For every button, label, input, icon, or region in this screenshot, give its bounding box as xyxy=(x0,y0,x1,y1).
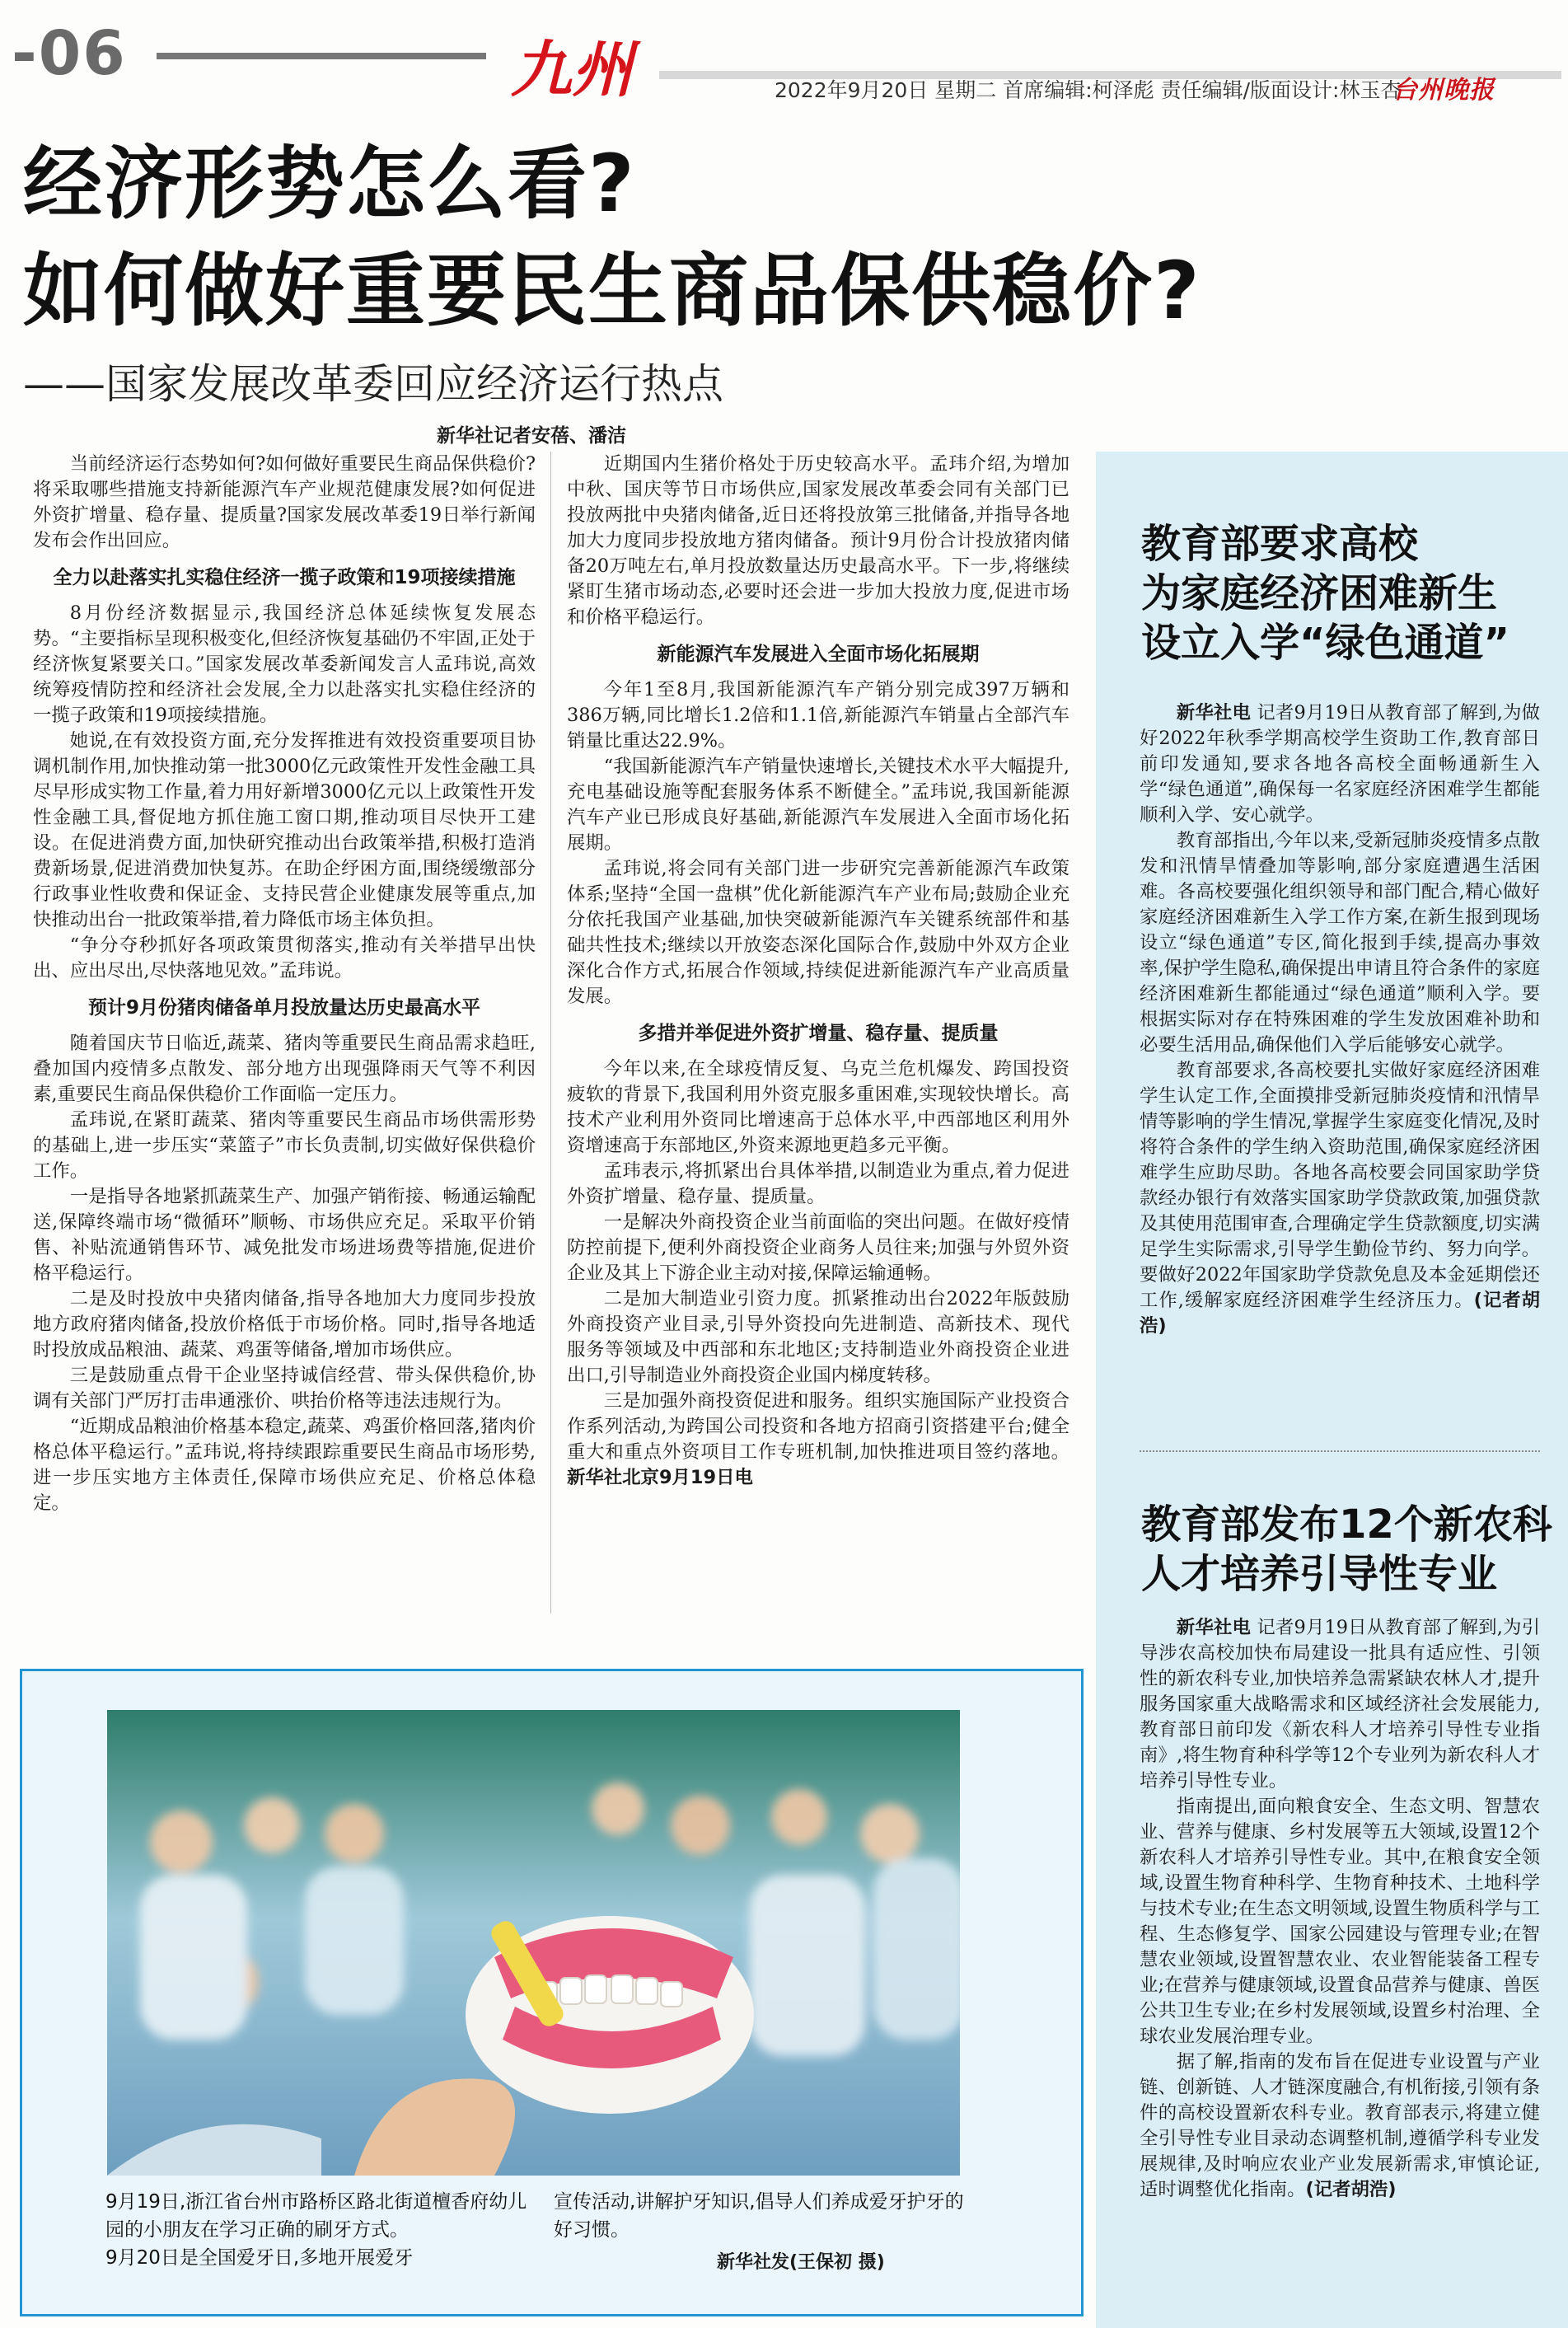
paragraph: 孟玮说,将会同有关部门进一步研究完善新能源汽车政策体系;坚持“全国一盘棋”优化新能源汽车产业布局;鼓励企业充分依托我国产业基础,加快突破新能源汽车关键系统部件和基础共性技术;继续以开放姿态深化国际合作,鼓励中外双方企业深化合作方式,拓展合作领域,持续促进新能源汽车产业高质量发展。 xyxy=(567,858,1070,1007)
subheading: 预计9月份猪肉储备单月投放量达历史最高水平 xyxy=(87,997,480,1019)
headline-line: 人才培养引导性专业 xyxy=(1141,1551,1498,1597)
sidebar-story-1 xyxy=(1140,700,1540,1339)
paragraph-text: 记者9月19日从教育部了解到,为做好2022年秋季学期高校学生资助工作,教育部日前印发通知,要求各地各高校全面畅通新生入学“绿色通道”,确保每一名家庭经济困难学生都能顺利入学、安心就学。 xyxy=(1140,702,1540,826)
paragraph xyxy=(1140,1058,1540,1339)
photo-caption-right: 宣传活动,讲解护牙知识,倡导人们养成爱牙护牙的好习惯。 xyxy=(554,2191,964,2241)
sidebar-headline-2 xyxy=(1141,1500,1552,1599)
reporter-credit: (记者胡浩) xyxy=(1140,1290,1541,1337)
sidebar-headline-1 xyxy=(1141,519,1509,667)
paragraph: 孟玮说,在紧盯蔬菜、猪肉等重要民生商品市场供需形势的基础上,进一步压实“菜篮子”市长负责制,切实做好保供稳价工作。 xyxy=(33,1109,536,1182)
photo-credit: 新华社发(王保初 摄) xyxy=(717,2252,885,2273)
paragraph: “我国新能源汽车产销量快速增长,关键技术水平大幅提升,充电基础设施等配套服务体系不断健全。”孟玮说,我国新能源汽车产业已形成良好基础,新能源汽车发展进入全面市场化拓展期。 xyxy=(567,756,1070,854)
article-column-1 xyxy=(33,452,536,1516)
paragraph-text: 记者9月19日从教育部了解到,为引导涉农高校加快布局建设一批具有适应性、引领性的新农科专业,加快培养急需紧缺农林人才,提升服务国家重大战略需求和区域经济社会发展能力,教育部日前印发《新农科人才培养引导性专业指南》,将生物育种科学等12个专业列为新农科人才培养引导性专业。 xyxy=(1140,1617,1540,1792)
headline-line: 教育部要求高校 xyxy=(1141,521,1419,567)
subheading: 多措并举促进外资扩增量、稳存量、提质量 xyxy=(638,1023,999,1044)
paragraph: 她说,在有效投资方面,充分发挥推进有效投资重要项目协调机制作用,加快推动第一批3000亿元政策性开发性金融工具尽早形成实物工作量,着力用好新增3000亿元以上政策性开发性金融工具,督促地方抓住施工窗口期,推动项目尽快开工建设。在促进消费方面,加快研究推动出台政策举措,积极打造消费新场景,促进消费加快复苏。在助企纾困方面,围绕缓缴部分行政事业性收费和保证金、支持民营企业健康发展等重点,加快推动出台一批政策举措,着力降低市场主体负担。 xyxy=(33,730,536,930)
headline-line1: 经济形势怎么看? xyxy=(23,138,636,230)
news-photo xyxy=(107,1710,960,2176)
paragraph: “争分夺秒抓好各项政策贯彻落实,推动有关举措早出快出、应出尽出,尽快落地见效。”孟玮说。 xyxy=(33,934,536,981)
sidebar-story-2 xyxy=(1140,1615,1540,2203)
paragraph: 孟玮表示,将抓紧出台具体举措,以制造业为重点,着力促进外资扩增量、稳存量、提质量。 xyxy=(567,1160,1070,1207)
paragraph xyxy=(1140,1615,1540,1794)
paragraph xyxy=(1140,2049,1540,2203)
headline-line: 为家庭经济困难新生 xyxy=(1141,570,1498,616)
dateline-signoff: 新华社北京9月19日电 xyxy=(567,1467,753,1488)
paragraph-text: 据了解,指南的发布旨在促进专业设置与产业链、创新链、人才链深度融合,有机衔接,引领有条件的高校设置新农科专业。教育部表示,将建立健全引导性专业目录动态调整机制,遵循学科专业发展规律,及时响应农业产业发展新需求,审慎论证,适时调整优化指南。 xyxy=(1140,2051,1540,2200)
sidebar-divider xyxy=(1140,1450,1540,1452)
headline-line: 教育部发布12个新农科 xyxy=(1141,1501,1552,1548)
paragraph: 一是解决外商投资企业当前面临的突出问题。在做好疫情防控前提下,便利外商投资企业商务人员往来;加强与外贸外资企业及其上下游企业主动对接,保障运输通畅。 xyxy=(567,1211,1070,1284)
lead-tag: 新华社电 xyxy=(1176,1617,1252,1638)
paper-logo: 台州晚报 xyxy=(1392,76,1495,105)
paragraph: 二是加大制造业引资力度。抓紧推动出台2022年版鼓励外商投资产业目录,引导外资投向先进制造、高新技术、现代服务等领域及中西部和东北地区;支持制造业外商投资企业进出口,引导制造业外商投资企业国内梯度转移。 xyxy=(567,1288,1070,1386)
paragraph: “近期成品粮油价格基本稳定,蔬菜、鸡蛋价格回落,猪肉价格总体平稳运行。”孟玮说,将持续跟踪重要民生商品市场形势,进一步压实地方主体责任,保障市场供应充足、价格总体稳定。 xyxy=(33,1416,536,1514)
subheading: 新能源汽车发展进入全面市场化拓展期 xyxy=(657,644,980,665)
paragraph: 随着国庆节日临近,蔬菜、猪肉等重要民生商品需求趋旺,叠加国内疫情多点散发、部分地方出现强降雨天气等不利因素,重要民生商品保供稳价工作面临一定压力。 xyxy=(33,1033,536,1105)
masthead-rule xyxy=(157,53,486,59)
paragraph-text: 教育部要求,各高校要扎实做好家庭经济困难学生认定工作,全面摸排受新冠肺炎疫情和汛情旱情等影响的学生情况,掌握学生家庭变化情况,及时将符合条件的学生纳入资助范围,确保家庭经济困难学生应助尽助。各地各高校要会同国家助学贷款经办银行有效落实国家助学贷款政策,加强贷款及其使用范围审查,合理确定学生贷款额度,切实满足学生实际需求,引导学生勤俭节约、努力向学。要做好2022年国家助学贷款免息及本金延期偿还工作,缓解家庭经济困难学生经济压力。 xyxy=(1140,1060,1540,1311)
paragraph: 指南提出,面向粮食安全、生态文明、智慧农业、营养与健康、乡村发展等五大领域,设置12个新农科人才培养引导性专业。其中,在粮食安全领域,设置生物育种科学、生物育种技术、土地科学与技术专业;在生态文明领域,设置生物质科学与工程、生态修复学、国家公园建设与管理专业;在智慧农业领域,设置智慧农业、农业智能装备工程专业;在营养与健康领域,设置食品营养与健康、兽医公共卫生专业;在乡村发展领域,设置乡村治理、全球农业发展治理专业。 xyxy=(1140,1796,1540,2047)
headline-line2: 如何做好重要民生商品保供稳价? xyxy=(23,245,1201,337)
reporter-credit: (记者胡浩) xyxy=(1305,2179,1397,2200)
paragraph xyxy=(567,1389,1070,1491)
headline-subtitle: ——国家发展改革委回应经济运行热点 xyxy=(23,360,723,408)
paragraph: 8月份经济数据显示,我国经济总体延续恢复发展态势。“主要指标呈现积极变化,但经济恢复基础仍不牢固,正处于经济恢复紧要关口。”国家发展改革委新闻发言人孟玮说,高效统筹疫情防控和经济社会发展,全力以赴落实扎实稳住经济的一揽子政策和19项接续措施。 xyxy=(33,602,536,726)
paragraph: 教育部指出,今年以来,受新冠肺炎疫情多点散发和汛情旱情叠加等影响,部分家庭遭遇生活困难。各高校要强化组织领导和部门配合,精心做好家庭经济困难新生入学工作方案,在新生报到现场设立“绿色通道”专区,简化报到手续,提高办事效率,保护学生隐私,确保提出申请且符合条件的家庭经济困难新生都能通过“绿色通道”顺利入学。要根据实际对存在特殊困难的学生发放困难补助和必要生活用品,确保他们入学后能够安心就学。 xyxy=(1140,830,1540,1056)
masthead-info: 2022年9月20日 星期二 首席编辑:柯泽彪 责任编辑/版面设计:林玉杏 xyxy=(775,78,1402,102)
subheading: 全力以赴落实扎实稳住经济一揽子政策和19项接续措施 xyxy=(53,567,516,588)
page-number: -06 xyxy=(12,18,127,89)
paragraph: 当前经济运行态势如何?如何做好重要民生商品保供稳价?将采取哪些措施支持新能源汽车产业规范健康发展?如何促进外资扩增量、稳存量、提质量?国家发展改革委19日举行新闻发布会作出回应。 xyxy=(33,453,536,551)
photo-caption-left: 9月19日,浙江省台州市路桥区路北街道檀香府幼儿园的小朋友在学习正确的刷牙方式。 9月20日是全国爱牙日,多地开展爱牙 xyxy=(105,2191,527,2269)
paragraph: 一是指导各地紧抓蔬菜生产、加强产销衔接、畅通运输配送,保障终端市场“微循环”顺畅、市场供应充足。采取平价销售、补贴流通销售环节、减免批发市场进场费等措施,促进价格平稳运行。 xyxy=(33,1186,536,1284)
byline: 新华社记者安蓓、潘洁 xyxy=(437,425,626,447)
lead-tag: 新华社电 xyxy=(1176,702,1252,724)
paragraph: 二是及时投放中央猪肉储备,指导各地加大力度同步投放地方政府猪肉储备,投放价格低于市场价格。同时,指导各地适时投放成品粮油、蔬菜、鸡蛋等储备,增加市场供应。 xyxy=(33,1288,536,1361)
column-divider xyxy=(550,452,551,1614)
paragraph: 三是鼓励重点骨干企业坚持诚信经营、带头保供稳价,协调有关部门严厉打击串通涨价、哄抬价格等违法违规行为。 xyxy=(33,1365,536,1412)
paragraph-text: 三是加强外商投资促进和服务。组织实施国际产业投资合作系列活动,为跨国公司投资和各地方招商引资搭建平台;健全重大和重点外资项目工作专班机制,加快推进项目签约落地。 xyxy=(567,1390,1070,1463)
paragraph: 今年1至8月,我国新能源汽车产销分别完成397万辆和386万辆,同比增长1.2倍和1.1倍,新能源汽车销量占全部汽车销量比重达22.9%。 xyxy=(567,679,1070,752)
article-column-2 xyxy=(567,452,1070,1491)
paragraph: 今年以来,在全球疫情反复、乌克兰危机爆发、跨国投资疲软的背景下,我国利用外资克服多重困难,实现较快增长。高技术产业利用外资同比增速高于总体水平,中西部地区利用外资增速高于东部地区,外资来源地更趋多元平衡。 xyxy=(567,1058,1070,1156)
paragraph: 近期国内生猪价格处于历史较高水平。孟玮介绍,为增加中秋、国庆等节日市场供应,国家发展改革委会同有关部门已投放两批中央猪肉储备,近日还将投放第三批储备,并指导各地加大力度同步投放地方猪肉储备。预计9月份合计投放猪肉储备20万吨左右,单月投放数量达历史最高水平。下一步,将继续紧盯生猪市场动态,必要时还会进一步加大投放力度,促进市场和价格平稳运行。 xyxy=(567,453,1070,628)
headline-line: 设立入学“绿色通道” xyxy=(1141,620,1510,666)
paragraph xyxy=(1140,700,1540,828)
section-name: 九州 xyxy=(511,35,633,105)
